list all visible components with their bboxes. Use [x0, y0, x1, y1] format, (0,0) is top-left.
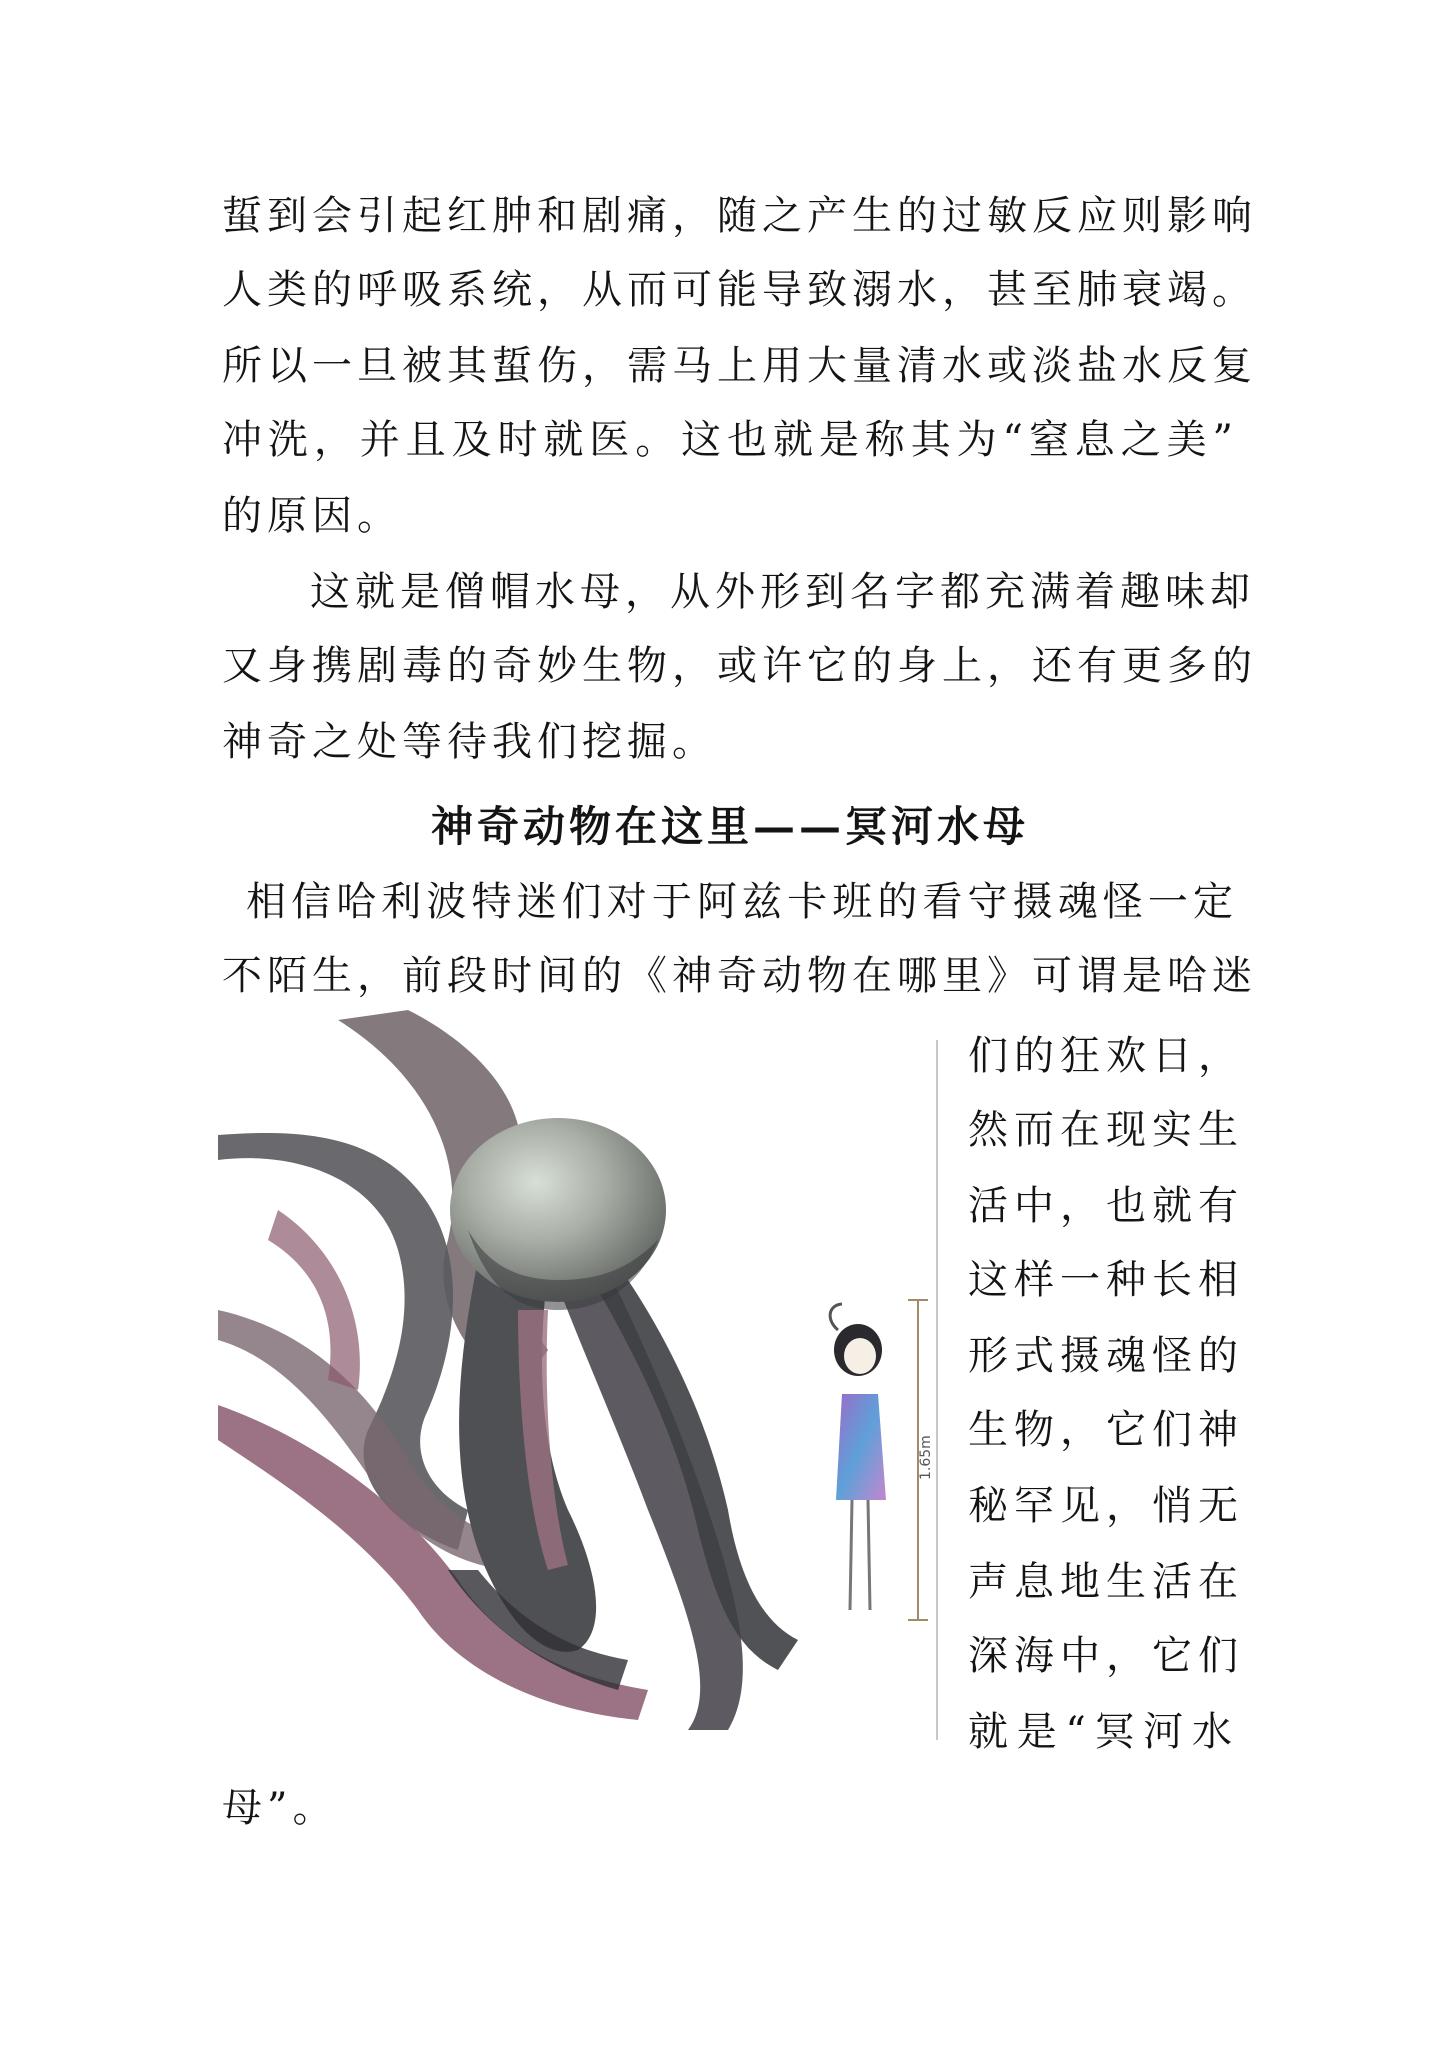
text-line: 所以一旦被其蜇伤，需马上用大量清水或淡盐水反复 [222, 343, 1257, 389]
side-text-line: 们的狂欢日， [968, 1033, 1244, 1079]
section-heading: 神奇动物在这里——冥河水母 [430, 802, 1029, 851]
text-line: 的原因。 [222, 493, 402, 539]
text-line: 蜇到会引起红肿和剧痛，随之产生的过敏反应则影响 [222, 193, 1257, 239]
side-text-line: 深海中，它们 [968, 1633, 1244, 1679]
height-label: 1.65m [918, 1435, 934, 1480]
side-text-line: 这样一种长相 [968, 1257, 1244, 1303]
text-line: 人类的呼吸系统，从而可能导致溺水，甚至肺衰竭。 [222, 267, 1257, 313]
illustration-divider [936, 1040, 938, 1740]
text-line: 又身携剧毒的奇妙生物，或许它的身上，还有更多的 [222, 643, 1257, 689]
text-line: 不陌生，前段时间的《神奇动物在哪里》可谓是哈迷 [222, 953, 1257, 999]
side-text-line: 就是“冥河水 [968, 1709, 1238, 1755]
scale-figure [830, 1300, 928, 1620]
side-text-line: 活中，也就有 [968, 1183, 1244, 1229]
jellyfish-illustration [218, 1010, 940, 1742]
side-text-line: 然而在现实生 [968, 1107, 1244, 1153]
text-line: 冲洗，并且及时就医。这也就是称其为“窒息之美” [222, 417, 1238, 463]
side-text-line: 形式摄魂怪的 [968, 1333, 1244, 1379]
text-line-indented: 相信哈利波特迷们对于阿兹卡班的看守摄魂怪一定 [246, 879, 1238, 925]
text-line-indented: 这就是僧帽水母，从外形到名字都充满着趣味却 [310, 569, 1255, 615]
side-text-line: 声息地生活在 [968, 1559, 1244, 1605]
side-text-line: 生物，它们神 [968, 1407, 1244, 1453]
text-line: 神奇之处等待我们挖掘。 [222, 719, 717, 765]
text-line: 母”。 [222, 1785, 338, 1831]
side-text-line: 秘罕见，悄无 [968, 1483, 1244, 1529]
